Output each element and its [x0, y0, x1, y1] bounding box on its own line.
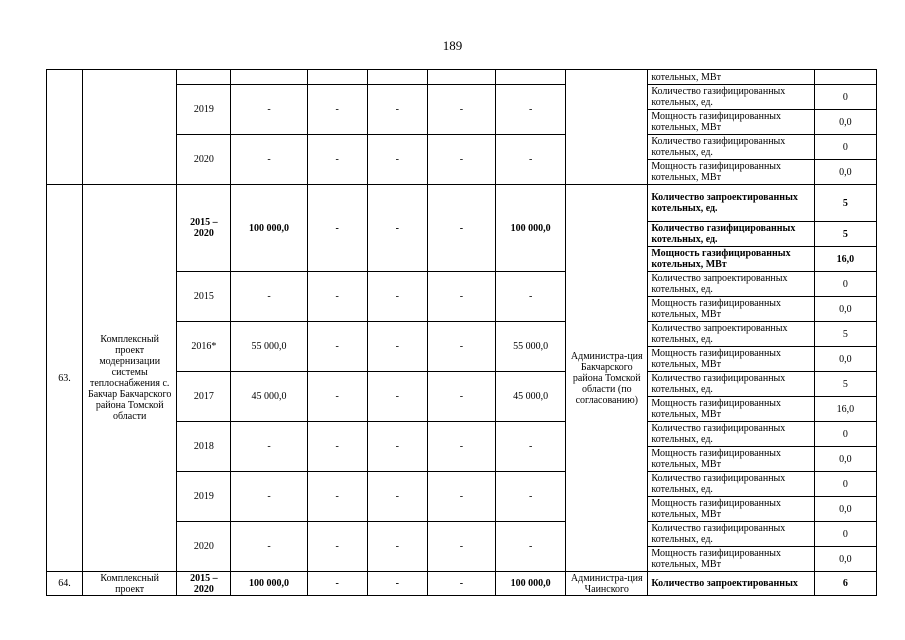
value-cell: -	[427, 522, 495, 572]
value-cell: -	[231, 85, 307, 135]
value-cell: -	[427, 372, 495, 422]
value-cell: -	[496, 135, 566, 185]
indicator-label: Количество газифицированных котельных, ед.	[648, 222, 814, 247]
value-cell: -	[496, 272, 566, 322]
program-table	[46, 69, 877, 596]
indicator-value: 0	[814, 272, 876, 297]
value-cell: 100 000,0	[231, 572, 307, 596]
value-cell: -	[307, 135, 367, 185]
value-cell: 55 000,0	[231, 322, 307, 372]
page-number: 189	[442, 38, 463, 53]
value-cell: -	[367, 85, 427, 135]
indicator-label: Мощность газифицированных котельных, МВт	[648, 497, 814, 522]
indicator-label: Количество газифицированных котельных, ед.	[648, 522, 814, 547]
indicator-label: Мощность газифицированных котельных, МВт	[648, 447, 814, 472]
value-cell: -	[367, 522, 427, 572]
value-cell: -	[427, 472, 495, 522]
year-cell: 2017	[177, 372, 231, 422]
value-cell: 100 000,0	[231, 185, 307, 272]
indicator-value: 0,0	[814, 447, 876, 472]
indicator-value: 0,0	[814, 347, 876, 372]
indicator-value: 5	[814, 372, 876, 397]
value-cell: -	[496, 472, 566, 522]
value-cell: 45 000,0	[496, 372, 566, 422]
indicator-value: 0,0	[814, 497, 876, 522]
value-cell: -	[367, 422, 427, 472]
item-name: Комплексный проект модернизации системы теплоснабжения с. Бакчар Бакчарского района Томской области	[83, 185, 177, 572]
year-cell: 2019	[177, 85, 231, 135]
indicator-value: 0,0	[814, 297, 876, 322]
value-cell: 45 000,0	[231, 372, 307, 422]
value-cell: -	[307, 372, 367, 422]
indicator-label: Количество запроектированных	[648, 572, 814, 596]
value-cell: -	[307, 185, 367, 272]
indicator-label: Количество газифицированных котельных, ед.	[648, 135, 814, 160]
table-row	[47, 572, 877, 596]
table-row	[47, 185, 877, 222]
indicator-label: Мощность газифицированных котельных, МВт	[648, 110, 814, 135]
indicator-label: Количество запроектированных котельных, ед.	[648, 322, 814, 347]
executor-cell: Администра-ция Бакчарского района Томской области (по согласованию)	[566, 185, 648, 572]
indicator-label: Количество запроектированных котельных, ед.	[648, 185, 814, 222]
value-cell: -	[231, 422, 307, 472]
indicator-value: 6	[814, 572, 876, 596]
value-cell: -	[307, 422, 367, 472]
value-cell: -	[231, 472, 307, 522]
indicator-value: 5	[814, 322, 876, 347]
indicator-value: 0	[814, 522, 876, 547]
value-cell: -	[307, 572, 367, 596]
value-cell: -	[496, 522, 566, 572]
indicator-label: Мощность газифицированных котельных, МВт	[648, 397, 814, 422]
indicator-label: Количество газифицированных котельных, ед.	[648, 85, 814, 110]
value-cell: -	[427, 85, 495, 135]
value-cell: -	[307, 322, 367, 372]
year-cell: 2015 – 2020	[177, 572, 231, 596]
year-cell: 2015	[177, 272, 231, 322]
value-cell: -	[367, 322, 427, 372]
indicator-value: 0	[814, 472, 876, 497]
item-number: 64.	[47, 572, 83, 596]
indicator-value: 0	[814, 422, 876, 447]
value-cell: -	[307, 272, 367, 322]
value-cell: -	[496, 85, 566, 135]
value-cell: -	[231, 522, 307, 572]
value-cell: -	[427, 135, 495, 185]
value-cell: -	[367, 135, 427, 185]
value-cell: -	[367, 372, 427, 422]
indicator-value: 16,0	[814, 247, 876, 272]
value-cell: -	[427, 322, 495, 372]
indicator-label: Количество газифицированных котельных, ед.	[648, 422, 814, 447]
value-cell: -	[427, 272, 495, 322]
indicator-value: 0,0	[814, 110, 876, 135]
value-cell: -	[427, 422, 495, 472]
year-cell: 2019	[177, 472, 231, 522]
indicator-label: Количество газифицированных котельных, ед.	[648, 372, 814, 397]
value-cell: 100 000,0	[496, 572, 566, 596]
indicator-label: Мощность газифицированных котельных, МВт	[648, 160, 814, 185]
indicator-value: 5	[814, 185, 876, 222]
table-row	[47, 70, 877, 85]
value-cell: -	[307, 85, 367, 135]
value-cell: -	[496, 422, 566, 472]
value-cell: 100 000,0	[496, 185, 566, 272]
year-cell: 2016*	[177, 322, 231, 372]
executor-cell: Администра-ция Чаинского	[566, 572, 648, 596]
indicator-label: котельных, МВт	[648, 70, 814, 85]
value-cell: -	[427, 185, 495, 272]
year-cell: 2020	[177, 135, 231, 185]
indicator-value: 16,0	[814, 397, 876, 422]
year-cell: 2020	[177, 522, 231, 572]
value-cell: -	[367, 272, 427, 322]
indicator-label: Количество газифицированных котельных, ед.	[648, 472, 814, 497]
indicator-label: Количество запроектированных котельных, ед.	[648, 272, 814, 297]
value-cell: -	[427, 572, 495, 596]
indicator-value: 0	[814, 135, 876, 160]
value-cell: -	[231, 272, 307, 322]
year-cell: 2015 – 2020	[177, 185, 231, 272]
value-cell: -	[307, 472, 367, 522]
indicator-label: Мощность газифицированных котельных, МВт	[648, 547, 814, 572]
item-name: Комплексный проект	[83, 572, 177, 596]
value-cell: -	[367, 472, 427, 522]
value-cell: -	[307, 522, 367, 572]
value-cell: 55 000,0	[496, 322, 566, 372]
indicator-value: 5	[814, 222, 876, 247]
item-number: 63.	[47, 185, 83, 572]
indicator-value: 0,0	[814, 160, 876, 185]
value-cell: -	[367, 185, 427, 272]
value-cell: -	[367, 572, 427, 596]
indicator-value: 0	[814, 85, 876, 110]
indicator-value: 0,0	[814, 547, 876, 572]
indicator-label: Мощность газифицированных котельных, МВт	[648, 347, 814, 372]
indicator-label: Мощность газифицированных котельных, МВт	[648, 247, 814, 272]
indicator-label: Мощность газифицированных котельных, МВт	[648, 297, 814, 322]
value-cell: -	[231, 135, 307, 185]
year-cell: 2018	[177, 422, 231, 472]
